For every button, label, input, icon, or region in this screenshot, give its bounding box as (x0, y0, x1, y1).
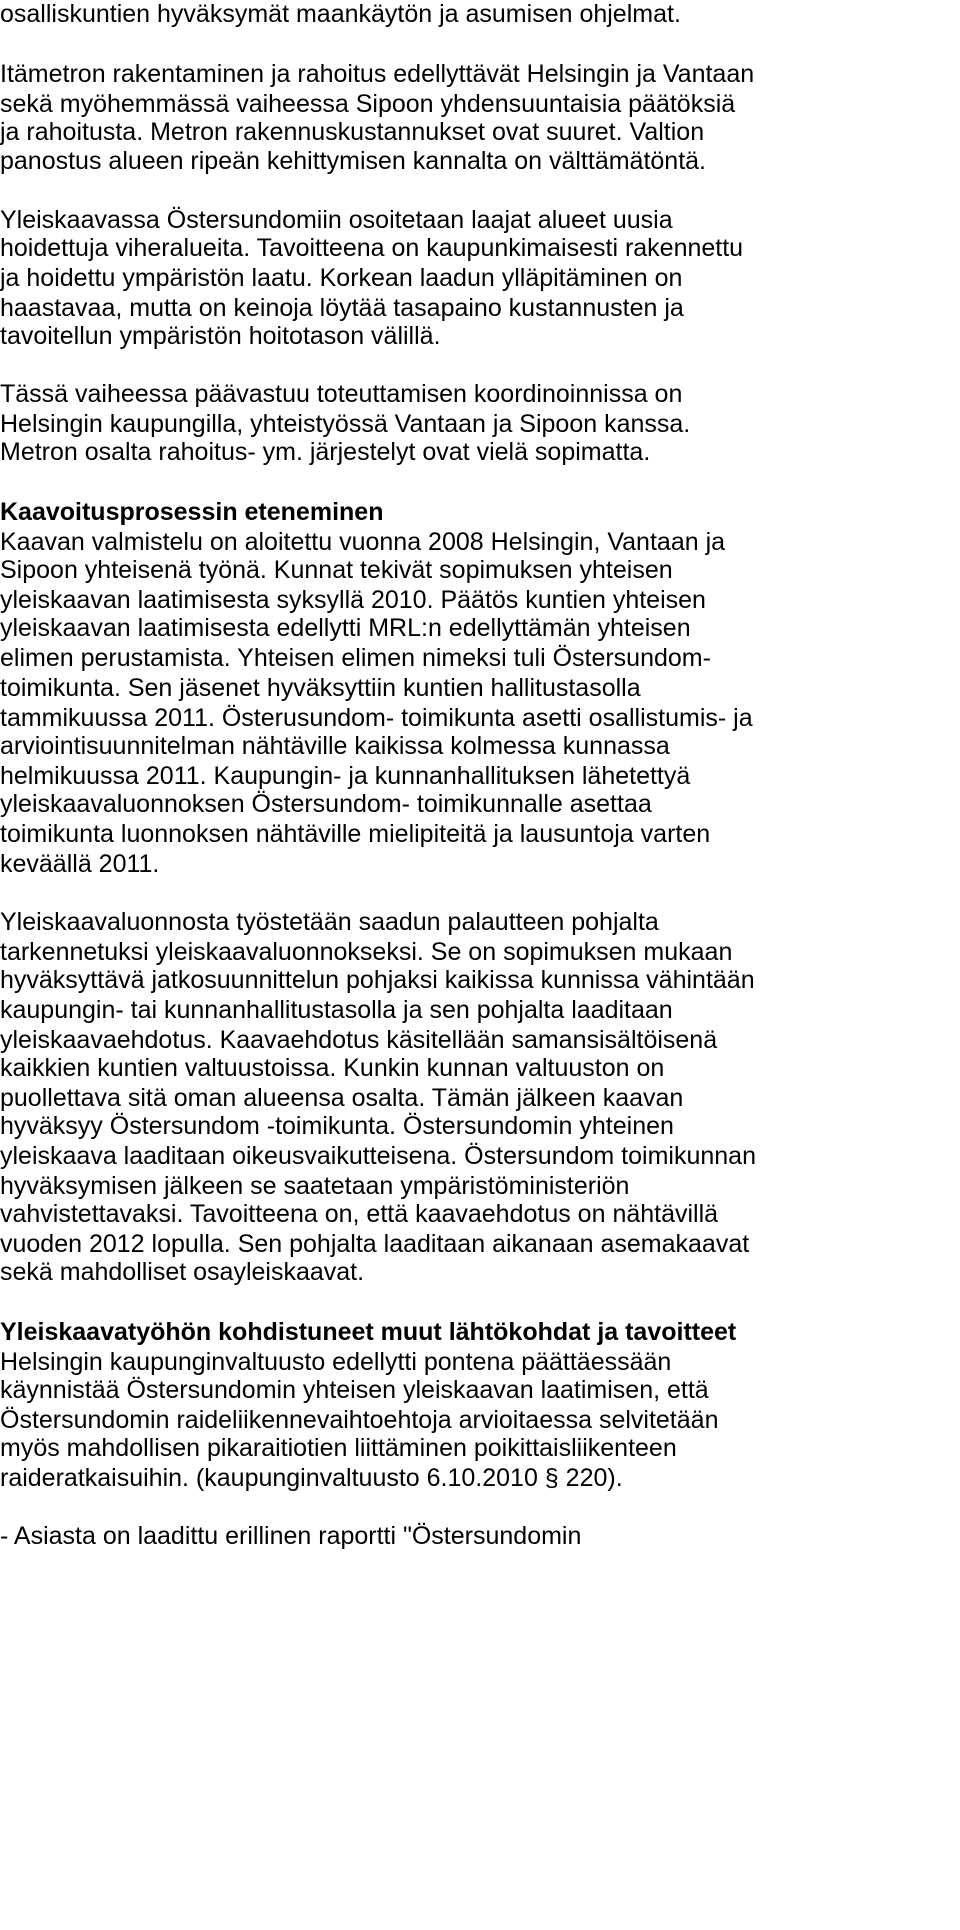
text-line: yleiskaavaehdotus. Kaavaehdotus käsitellään samansisältöisenä (0, 1026, 718, 1054)
text-line: raideratkaisuihin. (kaupunginvaltuusto 6.10.2010 § 220). (0, 1464, 623, 1492)
text-line: haastavaa, mutta on keinoja löytää tasapaino kustannusten ja (0, 294, 684, 322)
text-line: tammikuussa 2011. Österusundom- toimikunta asetti osallistumis- ja (0, 704, 753, 732)
text-line: toimikunta. Sen jäsenet hyväksyttiin kuntien hallitustasolla (0, 674, 641, 702)
text-line: sekä myöhemmässä vaiheessa Sipoon yhdensuuntaisia päätöksiä (0, 90, 736, 118)
text-line: Itämetron rakentaminen ja rahoitus edellyttävät Helsingin ja Vantaan (0, 60, 755, 88)
text-line: yleiskaavaluonnoksen Östersundom- toimikunnalle asettaa (0, 790, 652, 818)
text-line: Kaavan valmistelu on aloitettu vuonna 2008 Helsingin, Vantaan ja (0, 528, 726, 556)
text-line: tavoitellun ympäristön hoitotason välillä. (0, 322, 441, 350)
text-line: ja rahoitusta. Metron rakennuskustannukset ovat suuret. Valtion (0, 118, 705, 146)
text-line: vahvistettavaksi. Tavoitteena on, että kaavaehdotus on nähtävillä (0, 1200, 719, 1228)
text-line: ja hoidettu ympäristön laatu. Korkean laadun ylläpitäminen on (0, 264, 683, 292)
text-line: Sipoon yhteisenä työnä. Kunnat tekivät sopimuksen yhteisen (0, 556, 673, 584)
text-line: kaupungin- tai kunnanhallitustasolla ja sen pohjalta laaditaan (0, 996, 673, 1024)
text-line: hyväksyttävä jatkosuunnittelun pohjaksi kaikissa kunnissa vähintään (0, 966, 755, 994)
text-line: kaikkien kuntien valtuustoissa. Kunkin kunnan valtuuston on (0, 1054, 665, 1082)
text-line: Yleiskaavassa Östersundomiin osoitetaan laajat alueet uusia (0, 206, 673, 234)
text-line: yleiskaavan laatimisesta syksyllä 2010. Päätös kuntien yhteisen (0, 586, 706, 614)
text-line: vuoden 2012 lopulla. Sen pohjalta laaditaan aikanaan asemakaavat (0, 1230, 750, 1258)
text-line: hoidettuja viheralueita. Tavoitteena on kaupunkimaisesti rakennettu (0, 234, 744, 262)
text-line: yleiskaava laaditaan oikeusvaikutteisena. Östersundom toimikunnan (0, 1142, 756, 1170)
text-line: myös mahdollisen pikaraitiotien liittäminen poikittaisliikenteen (0, 1434, 677, 1462)
text-line: panostus alueen ripeän kehittymisen kannalta on välttämätöntä. (0, 147, 707, 175)
text-line: osalliskuntien hyväksymät maankäytön ja asumisen ohjelmat. (0, 0, 681, 28)
text-line: - Asiasta on laadittu erillinen raportti "Östersundomin (0, 1522, 582, 1550)
text-line: Metron osalta rahoitus- ym. järjestelyt ovat vielä sopimatta. (0, 438, 651, 466)
text-line: yleiskaavan laatimisesta edellytti MRL:n edellyttämän yhteisen (0, 614, 691, 642)
text-line: Yleiskaavaluonnosta työstetään saadun palautteen pohjalta (0, 908, 659, 936)
section-heading: Kaavoitusprosessin eteneminen (0, 498, 384, 526)
text-line: hyväksymisen jälkeen se saatetaan ympäristöministeriön (0, 1172, 630, 1200)
text-line: helmikuussa 2011. Kaupungin- ja kunnanhallituksen lähetettyä (0, 762, 691, 790)
text-line: hyväksyy Östersundom -toimikunta. Östersundomin yhteinen (0, 1112, 674, 1140)
text-line: Tässä vaiheessa päävastuu toteuttamisen koordinoinnissa on (0, 380, 683, 408)
text-line: Östersundomin raideliikennevaihtoehtoja arvioitaessa selvitetään (0, 1406, 719, 1434)
text-line: puollettava sitä oman alueensa osalta. Tämän jälkeen kaavan (0, 1084, 684, 1112)
text-line: tarkennetuksi yleiskaavaluonnokseksi. Se on sopimuksen mukaan (0, 938, 733, 966)
text-line: Helsingin kaupungilla, yhteistyössä Vantaan ja Sipoon kanssa. (0, 410, 691, 438)
text-line: sekä mahdolliset osayleiskaavat. (0, 1258, 365, 1286)
text-line: elimen perustamista. Yhteisen elimen nimeksi tuli Östersundom- (0, 644, 711, 672)
text-line: keväällä 2011. (0, 850, 160, 878)
text-line: käynnistää Östersundomin yhteisen yleiskaavan laatimisen, että (0, 1376, 709, 1404)
text-line: toimikunta luonnoksen nähtäville mielipiteitä ja lausuntoja varten (0, 820, 711, 848)
section-heading: Yleiskaavatyöhön kohdistuneet muut lähtökohdat ja tavoitteet (0, 1318, 737, 1346)
text-line: arviointisuunnitelman nähtäville kaikissa kolmessa kunnassa (0, 732, 670, 760)
text-line: Helsingin kaupunginvaltuusto edellytti pontena päättäessään (0, 1348, 672, 1376)
